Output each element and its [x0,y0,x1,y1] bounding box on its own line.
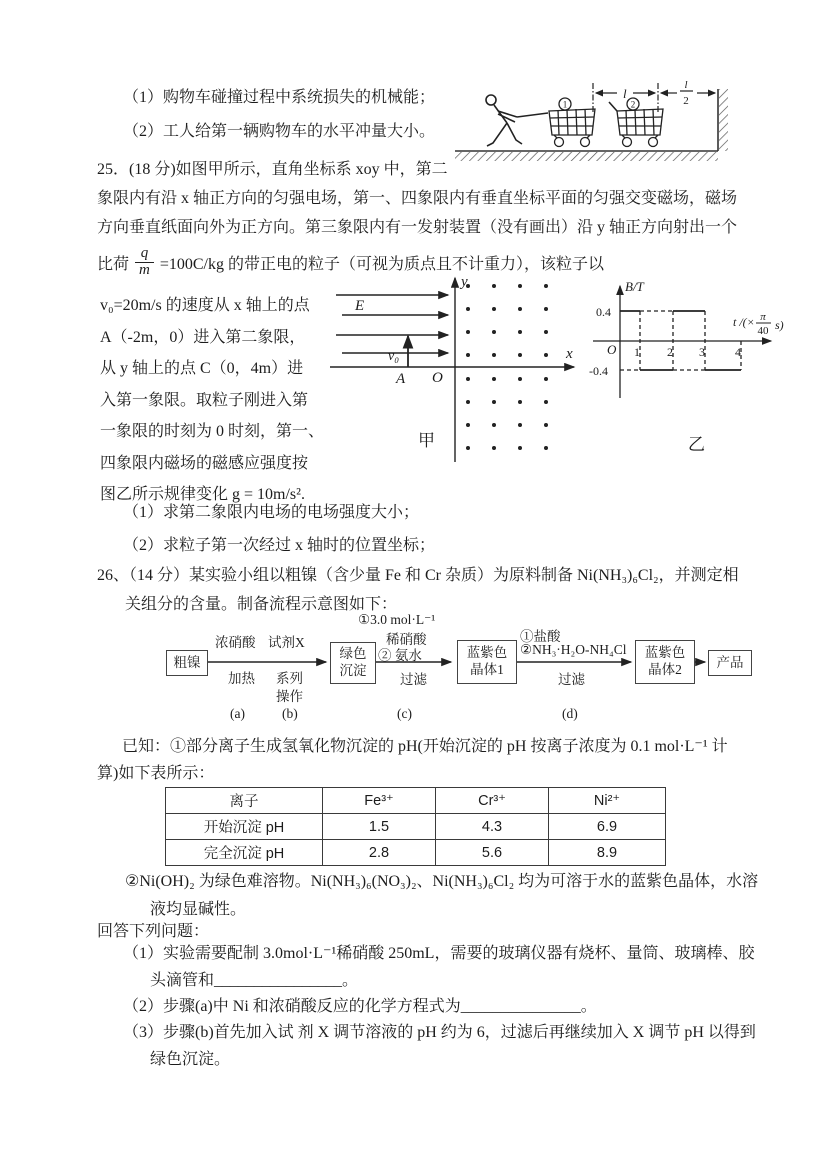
fraction-numerator: q [140,245,149,261]
figure-jia-coordinate-system [328,270,583,466]
figure-jia-caption: 甲 [418,431,435,450]
p25-col-line: 从 y 轴上的点 C（0，4m）进 [100,360,304,377]
v0-label: v₀ [388,349,400,364]
ph-table [165,787,666,866]
p26-known-line2: 算)如下表所示： [97,765,215,782]
p25-intro-line3: 方向垂直纸面向外为正方向。第三象限内有一发射装置（没有画出）沿 y 轴正方向射出一个 [97,219,738,236]
origin-label: O [432,370,443,386]
t-unit-before: t /(× [733,315,755,329]
y-axis-label: y [461,274,468,290]
t-unit-40: 40 [757,325,769,337]
b-axis-label: B/T [625,279,644,294]
p25-col-line: A（-2m，0）进入第二象限， [100,328,306,346]
p25-col-line: 一象限的时刻为 0 时刻，第一、 [100,423,325,440]
p26-intro-line2: 关组分的含量。制备流程示意图如下： [125,596,398,613]
cell: 5.6 [436,840,549,866]
p25-col-line: v₀=20m/s 的速度从 x 轴上的点 [100,297,310,314]
flow-label-conc-nitric-acid: 浓硝酸 [215,635,256,650]
table-row [166,814,666,840]
p26-question-1-line2: 头滴管和________________。 [150,972,359,989]
flow-box-crude-nickel: 粗镍 [166,650,208,676]
flow-box-blue-violet-crystal-2: 蓝紫色 晶体2 [635,640,695,684]
flow-box-green-precipitate: 绿色 沉淀 [330,642,376,684]
cell: 6.9 [549,814,666,840]
flow-label-hydrochloric-acid: ①盐酸 [520,629,561,644]
x-axis-label: x [566,346,573,362]
header-ni2: Ni²⁺ [549,788,666,814]
half-numerator: l [684,79,688,91]
p26-question-1-line1: （1）实验需要配制 3.0mol·L⁻¹稀硝酸 250mL，需要的玻璃仪器有烧杯、量筒、玻璃棒、胶 [123,945,755,962]
frac-before-text: 比荷 [97,255,130,273]
carts-figure [455,73,735,169]
b-negative-value: -0.4 [589,364,608,378]
p25-question-2: （2）求粒子第一次经过 x 轴时的位置坐标； [123,537,436,554]
dimension-l-label: l [623,86,627,101]
figure-yi-bt-graph [585,278,826,460]
dimension-l [593,83,658,113]
p26-question-3-line2: 绿色沉淀。 [150,1051,231,1068]
cart-1-number: 1 [562,99,568,110]
worker-figure [486,95,548,146]
e-field-label: E [355,298,365,314]
flow-box-blue-violet-crystal-1: 蓝紫色 晶体1 [457,640,517,684]
cell: 4.3 [436,814,549,840]
flow-step-d: (d) [562,706,578,721]
flow-label-filter-2: 过滤 [558,672,585,687]
row-label: 完全沉淀 pH [166,840,323,866]
flow-label-nh3-h2o-nh4cl: ②NH₃·H₂O-NH₄Cl [520,642,627,657]
flow-label-operations: 操作 [276,689,303,704]
p26-known-line1: 已知：①部分离子生成氢氧化物沉淀的 pH(开始沉淀的 pH 按离子浓度为 0.1 mol·L⁻¹ 计 [122,738,728,755]
tick-4: 4 [735,345,741,359]
flow-step-c: (c) [397,706,412,721]
half-denominator: 2 [683,95,689,107]
t-unit-after: s) [775,318,784,332]
flow-label-reagent-x: 试剂X [268,635,305,650]
p26-answer-heading: 回答下列问题： [97,923,210,940]
flow-label-dilute-nitric-acid-1: ①3.0 mol·L⁻¹ [358,612,436,627]
table-header-row [166,788,666,814]
flow-label-series: 系列 [276,671,303,686]
fraction-denominator: m [135,262,154,279]
dimension-l-half [661,79,715,107]
t-unit-pi: π [760,311,766,323]
flow-label-dilute-nitric-acid-2: 稀硝酸 [386,632,427,647]
header-ion: 离子 [166,788,323,814]
row-label: 开始沉淀 pH [166,814,323,840]
p25-left-column [100,290,324,511]
flow-label-heating: 加热 [228,671,255,686]
flow-step-b: (b) [282,706,298,721]
p24-question-1: （1）购物车碰撞过程中系统损失的机械能； [123,89,436,106]
p25-col-line: 图乙所示规律变化 g = 10m/s². [100,486,305,503]
preparation-flow-chart [160,612,768,728]
cart-1 [549,98,595,147]
p26-question-3-line1: （3）步骤(b)首先加入试 剂 X 调节溶液的 pH 约为 6，过滤后再继续加入 X 调节 pH 以得到 [123,1024,756,1041]
flow-step-a: (a) [230,706,245,721]
tick-1: 1 [634,345,640,359]
p26-known-line4: 液均显碱性。 [150,901,247,918]
cart-2 [609,98,663,147]
b-positive-value: 0.4 [596,305,611,319]
figure-yi-caption: 乙 [688,435,705,454]
cart-2-number: 2 [630,99,636,110]
flow-box-product: 产品 [708,650,752,676]
point-a-label: A [396,371,406,387]
table-row [166,840,666,866]
q-over-m-fraction [135,246,154,279]
tick-3: 3 [699,345,705,359]
flow-label-ammonia: ② 氨水 [378,648,422,663]
flow-label-filter-1: 过滤 [400,672,427,687]
origin-label: O [607,342,617,357]
p25-col-line: 四象限内磁场的磁感应强度按 [100,454,309,472]
tick-2: 2 [667,345,673,359]
p25-intro-line2: 象限内有沿 x 轴正方向的匀强电场，第一、四象限内有垂直坐标平面的匀强交变磁场，磁场 [97,190,738,207]
p26-intro-line1: 26、（14 分）某实验小组以粗镍（含少量 Fe 和 Cr 杂质）为原料制备 Ni(NH₃)₆Cl₂，并测定相 [97,567,739,584]
e-field-arrows [336,295,448,353]
p26-known-line3: ②Ni(OH)₂ 为绿色难溶物。Ni(NH₃)₆(NO₃)₂、Ni(NH₃)₆Cl₂ 均为可溶于水的蓝紫色晶体，水溶 [125,873,759,890]
t-axis-unit-label [733,311,784,337]
p25-intro-line1: 25．(18 分)如图甲所示，直角坐标系 xoy 中，第二 [97,161,448,178]
p25-question-1: （1）求第二象限内电场的电场强度大小； [123,504,420,521]
p25-col-line: 入第一象限。取粒子刚进入第 [100,391,309,409]
cell: 2.8 [323,840,436,866]
cell: 8.9 [549,840,666,866]
cell: 1.5 [323,814,436,840]
header-fe3: Fe³⁺ [323,788,436,814]
header-cr3: Cr³⁺ [436,788,549,814]
p26-question-2: （2）步骤(a)中 Ni 和浓硝酸反应的化学方程式为_______________。 [123,998,597,1015]
p24-question-2: （2）工人给第一辆购物车的水平冲量大小。 [123,123,436,140]
frac-after-text: =100C/kg 的带正电的粒子（可视为质点且不计重力），该粒子以 [159,255,605,273]
